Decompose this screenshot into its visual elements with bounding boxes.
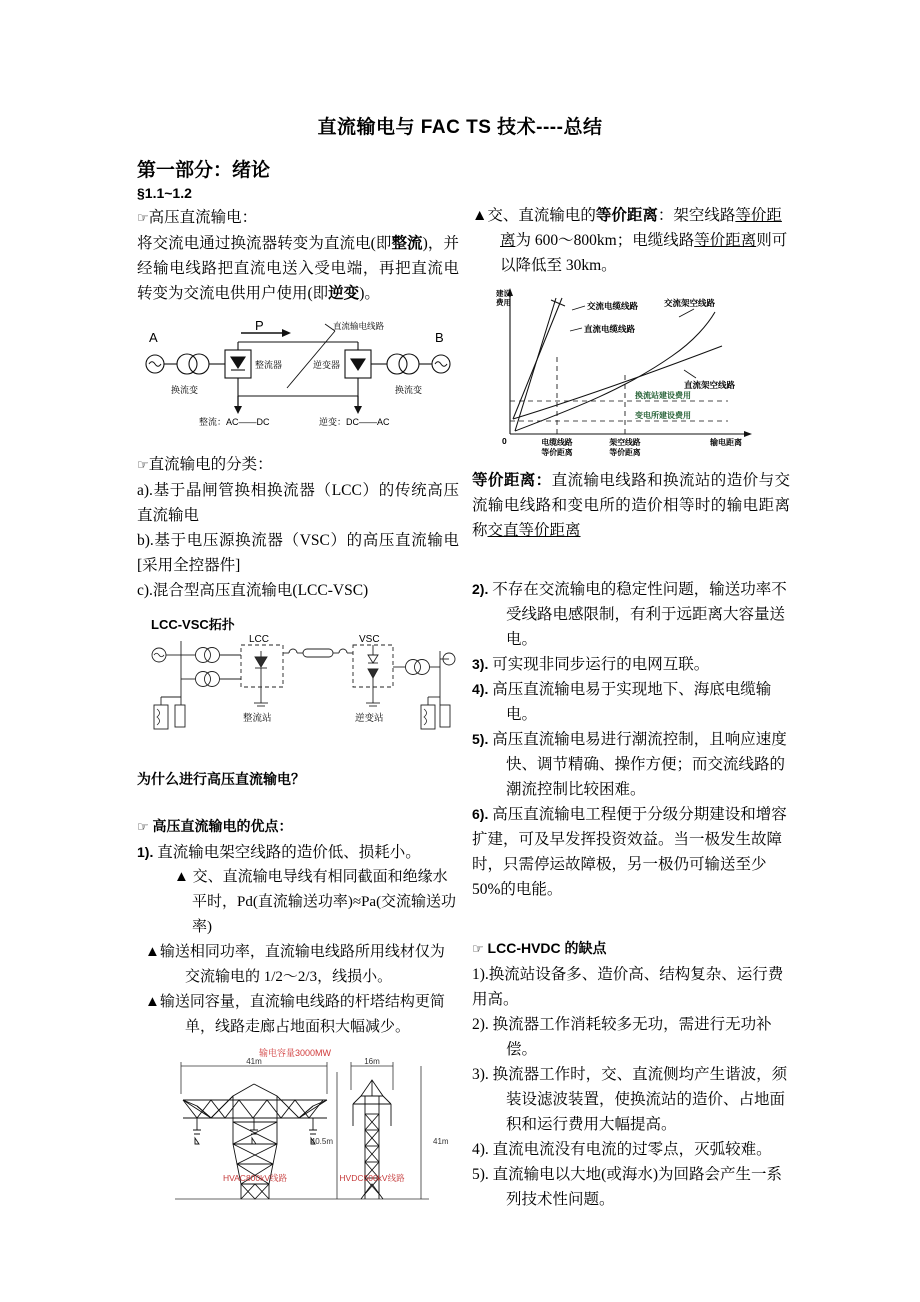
label-vsc: VSC (359, 634, 380, 645)
disadvantage-item-2: 2). 换流器工作消耗较多无功，需进行无功补偿。 (472, 1016, 772, 1058)
pointing-hand-icon: ☞ (137, 211, 149, 226)
disadvantages-heading: ☞ LCC-HVDC 的缺点 (472, 940, 607, 957)
series-label-dc-cable: 直流电缆线路 (584, 324, 636, 334)
page-title: 直流输电与 FAC TS 技术----总结 (317, 117, 603, 138)
cost-distance-chart-svg (472, 284, 772, 462)
series-label-ac-overhead: 交流架空线路 (664, 298, 716, 308)
advantage-item-2: 2). 不存在交流输电的稳定性问题，输送功率不受线路电感限制，有利于远距离大容量送电。 (472, 581, 787, 648)
label-ac-tower-width: 41m (246, 1057, 262, 1066)
pointing-hand-icon: ☞ (472, 942, 484, 957)
hvdc-definition-heading: ☞高压直流输电： (137, 209, 258, 226)
tower-comparison-svg (137, 1044, 459, 1212)
advantage-item-6: 6). 高压直流输电工程便于分级分期建设和增容扩建，可及早发挥投资效益。当一极发生故障时，只需停运故障极，另一极仍可输送至少 50%的电能。 (472, 806, 787, 898)
label-dc-line: 直流输电线路 (333, 321, 385, 331)
xtick-overhead-equiv-line1: 架空线路 (609, 438, 641, 447)
advantage-sub-2: ▲输送相同功率，直流输电线路所用线材仅为交流输电的 1/2～2/3，线损小。 (145, 944, 445, 985)
disadvantage-item-3: 3). 换流器工作时，交、直流侧均产生谐波，须装设滤波装置，使换流站的造价、占地面积和运行费用大幅提高。 (472, 1066, 788, 1133)
xtick-cable-equiv-line2: 等价距离 (541, 448, 573, 457)
label-inverter: 逆变器 (313, 360, 341, 370)
label-terminal-a: A (149, 330, 158, 345)
label-ac-tower-height: 40.5m (310, 1137, 333, 1146)
disadvantage-item-4: 4). 直流电流没有电流的过零点，灭弧较难。 (472, 1141, 772, 1158)
classification-item-c: c).混合型高压直流输电(LCC-VSC) (137, 582, 369, 599)
why-hvdc-question: 为什么进行高压直流输电？ (137, 771, 305, 787)
hvdc-diagram-svg (137, 318, 459, 430)
advantage-item-3: 3). 可实现非同步运行的电网互联。 (472, 656, 710, 673)
figure-hvdc-single-line-diagram (137, 318, 459, 430)
advantage-sub-1: ▲ 交、直流输电导线有相同截面和绝缘水平时，Pd(直流输送功率)≈Pa(交流输送功率) (174, 869, 457, 935)
advantage-sub-3: ▲输送同容量，直流输电线路的杆塔结构更简单，线路走廊占地面积大幅减少。 (145, 994, 445, 1035)
caption-rectification: 整流：AC——DC (199, 417, 270, 427)
classification-item-a: a).基于晶闸管换相换流器（LCC）的传统高压直流输电 (137, 482, 459, 524)
chart-xlabel: 输电距离 (710, 438, 742, 447)
disadvantage-item-1: 1).换流站设备多、造价高、结构复杂、运行费用高。 (472, 966, 784, 1008)
xtick-overhead-equiv-line2: 等价距离 (609, 448, 641, 457)
hvdc-definition-body: 将交流电通过换流器转变为直流电(即整流)，并经输电线路把直流电送入受电端，再把直流电转变为交流电供用户使用(即逆变)。 (137, 235, 459, 302)
hline-label-converter-station-cost: 换流站建设费用 (635, 391, 691, 400)
figure-lcc-vsc-title: LCC-VSC拓扑 (151, 617, 235, 632)
chart-ylabel-line1: 建设 (496, 289, 511, 298)
triangle-bullet-icon: ▲ (472, 207, 488, 224)
advantage-item-4: 4). 高压直流输电易于实现地下、海底电缆输电。 (472, 681, 772, 723)
figure-tower-comparison (137, 1044, 459, 1212)
caption-inversion: 逆变：DC——AC (319, 417, 390, 427)
label-hvac-tower: HVAC800kV线路 (222, 1173, 288, 1183)
advantage-item-5: 5). 高压直流输电易进行潮流控制，且响应速度快、调节精确、操作方便；而交流线路的潮流控制比较困难。 (472, 731, 787, 798)
label-transmission-capacity: 输电容量3000MW (258, 1048, 332, 1058)
label-rectifier-station: 整流站 (243, 713, 272, 724)
section-number: §1.1~1.2 (137, 185, 192, 201)
figure-lcc-vsc-topology (137, 615, 459, 733)
lcc-vsc-svg (137, 615, 459, 733)
series-label-ac-cable: 交流电缆线路 (587, 301, 639, 311)
figure-cost-distance-chart (472, 284, 790, 462)
classification-item-b: b).基于电压源换流器（VSC）的高压直流输电[采用全控器件] (137, 532, 459, 574)
chart-origin-label: 0 (502, 436, 507, 446)
series-label-dc-overhead: 直流架空线路 (684, 380, 736, 390)
classification-heading: ☞直流输电的分类： (137, 456, 273, 473)
label-lcc: LCC (249, 634, 270, 645)
disadvantage-item-5: 5). 直流输电以大地(或海水)为回路会产生一系列技术性问题。 (472, 1166, 782, 1208)
pointing-hand-icon: ☞ (137, 458, 149, 473)
equivalent-distance-note: ▲交、直流输电的等价距离：架空线路等价距离为 600～800km；电缆线路等价距离则可以降低至 30km。 (472, 207, 788, 274)
advantage-item-1: 1). 直流输电架空线路的造价低、损耗小。 (137, 844, 421, 861)
label-rectifier: 整流器 (255, 360, 283, 370)
label-terminal-b: B (435, 330, 444, 345)
equivalent-distance-definition: 等价距离：直流输电线路和换流站的造价与交流输电线路和变电所的造价相等时的输电距离称交直等价距离 (472, 472, 790, 539)
label-inverter-station: 逆变站 (355, 713, 384, 724)
right-column (472, 203, 790, 1212)
advantages-heading: ☞ 高压直流输电的优点： (137, 818, 293, 835)
chart-ylabel-line2: 费用 (496, 298, 511, 307)
label-power-p: P (255, 318, 264, 333)
label-dc-tower-width: 16m (364, 1057, 380, 1066)
part-heading: 第一部分：绪论 (137, 160, 271, 181)
label-converter-transformer-left: 换流变 (171, 385, 199, 395)
label-hvdc-tower: HVDC500kV线路 (339, 1173, 405, 1183)
label-dc-tower-height: 41m (433, 1137, 449, 1146)
pointing-hand-icon: ☞ (137, 820, 149, 835)
xtick-cable-equiv-line1: 电缆线路 (541, 438, 573, 447)
label-converter-transformer-right: 换流变 (395, 385, 423, 395)
left-column (137, 205, 459, 1212)
hline-label-substation-cost: 变电所建设费用 (635, 411, 691, 420)
